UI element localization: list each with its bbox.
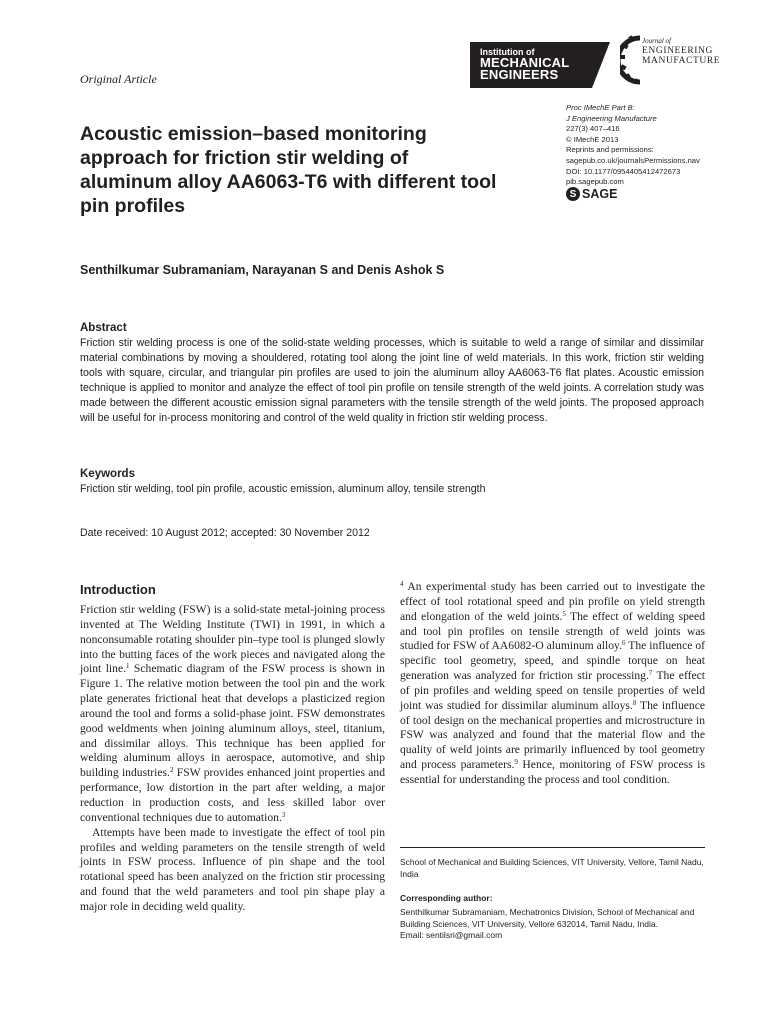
gear-icon: [620, 32, 642, 92]
sage-circle-icon: S: [566, 187, 580, 201]
imeche-logo-line1: Institution of: [480, 47, 535, 57]
author-list: Senthilkumar Subramaniam, Narayanan S and Denis Ashok S: [80, 263, 445, 277]
corresponding-author-heading: Corresponding author:: [400, 893, 493, 903]
imeche-logo-line2: MECHANICAL ENGINEERS: [480, 55, 570, 82]
footnote-divider: [400, 847, 705, 848]
meta-doi[interactable]: DOI: 10.1177/0954405412472673: [566, 166, 681, 176]
meta-journal-full: J Engineering Manufacture: [566, 113, 657, 123]
abstract-heading: Abstract: [80, 322, 127, 334]
journal-logo-line1: Journal of: [642, 37, 671, 45]
citation-ref[interactable]: 1: [125, 662, 130, 671]
keywords-text: Friction stir welding, tool pin profile, acoustic emission, aluminum alloy, tensile strength: [80, 483, 486, 495]
meta-volume: 227(3) 407–416: [566, 124, 620, 134]
citation-ref[interactable]: 9: [514, 758, 518, 767]
citation-ref[interactable]: 4: [400, 580, 404, 588]
introduction-heading: Introduction: [80, 582, 156, 597]
body-column-right: [400, 580, 705, 788]
meta-copyright: © IMechE 2013: [566, 134, 619, 144]
intro-paragraph-2: Attempts have been made to investigate the effect of tool pin profiles and welding parameters on the tensile strength of weld joints in FSW process. Influence of pin shape and the tool rotational speed has been analyzed on the friction stir processing and found that the weld parameters and tool pin shape play a major role in deciding weld quality.: [80, 825, 385, 913]
body-column-left: [80, 603, 385, 915]
intro-paragraph-2-cont: $^4$ An experimental study has been carried out to investigate the effect of tool rotational speed and pin profile on yield strength and elongation of the weld joints.$^5$ The effect of welding speed and tool pin profiles on tensile strength of weld joints was studied for FSW of AA6082-O aluminum alloy.$^6$ The influence of specific tool geometry, speed, and spindle torque on heat generation was analyzed for friction stir processing.$^7$ The effect of pin profiles and welding speed on tensile properties of weld joint was studied for dissimilar aluminum alloys.$^8$ The influence of tool design on the mechanical properties and microstructure in FSW was analyzed and found that the material flow and the quality of weld joints are primarily influenced by tool geometry and process parameters.$^9$ Hence, monitoring of FSW process is essential for understanding the process and tool condition.: [400, 580, 706, 786]
citation-ref[interactable]: 5: [562, 609, 566, 618]
citation-ref[interactable]: 7: [648, 669, 653, 678]
corresponding-author-email[interactable]: Email: sentilsri@gmail.com: [400, 930, 503, 940]
sage-logo-text: SAGE: [582, 187, 618, 201]
citation-ref[interactable]: 6: [621, 639, 626, 648]
meta-reprints: Reprints and permissions:: [566, 145, 654, 155]
date-received: Date received: 10 August 2012; accepted: 30 November 2012: [80, 527, 370, 539]
meta-site-link[interactable]: pib.sagepub.com: [566, 177, 624, 187]
citation-ref[interactable]: 2: [169, 766, 174, 775]
meta-reprints-link[interactable]: sagepub.co.uk/journalsPermissions.nav: [566, 155, 700, 165]
abstract-text: Friction stir welding process is one of the solid-state welding processes, which is suitable to weld a range of similar and dissimilar material combinations by moving a shouldered, rotating tool along the joint line of weld materials. In this work, friction stir welding tools with square, circular, and triangular pin profiles are used to join the aluminum alloy AA6063-T6 flat plates. Acoustic emission technique is applied to monitor and analyze the effect of tool pin profile on tensile strength of the weld joints. A correlation study was made between the different acoustic emission signal parameters with the tensile strength of the weld joints. The proposed approach will be useful for in-process monitoring and control of the weld quality in friction stir welding process.: [80, 337, 704, 424]
affiliation-note: School of Mechanical and Building Sciences, VIT University, Vellore, Tamil Nadu, India: [400, 857, 704, 879]
publication-meta: [566, 103, 736, 188]
keywords-heading: Keywords: [80, 468, 135, 480]
sage-logo: [566, 187, 617, 201]
article-title: Acoustic emission–based monitoring approach for friction stir welding of aluminum alloy AA6063-T6 with different tool pin profiles: [80, 123, 497, 217]
article-type-label: Original Article: [80, 72, 157, 86]
corresponding-author-details: [400, 907, 705, 942]
intro-paragraph-1: Friction stir welding (FSW) is a solid-state metal-joining process invented at The Welding Institute (TWI) in 1991, in which a nonconsumable rotating shoulder pin–type tool is plunged slowly into the butting faces of the work pieces and navigated along the joint line.$^1$ Schematic diagram of the FSW process is shown in Figure 1. The relative motion between the tool pin and the work plate generates frictional heat that develops a plasticized region around the tool and forms a solid-phase joint. FSW demonstrates good weldments when joining aluminum alloys, steel, titanium, and dissimilar alloys. This technique has been applied for welding aluminum alloys in aerospace, automotive, and ship building industries.$^2$ FSW provides enhanced joint properties and performance, low distortion in the part after welding, a major reduction in production costs, and less skilled labor over conventional techniques due to automation.$^3$: [80, 603, 386, 824]
citation-ref[interactable]: 3: [281, 810, 286, 819]
imeche-logo: [470, 42, 610, 88]
journal-logo-name: ENGINEERING MANUFACTURE: [642, 46, 721, 66]
corresponding-author-address: Senthilkumar Subramaniam, Mechatronics Division, School of Mechanical and Building Sciences, VIT University, Vellore 632014, Tamil Nadu, India.: [400, 907, 695, 929]
citation-ref[interactable]: 8: [632, 698, 637, 707]
journal-logo: [620, 32, 721, 92]
meta-journal: Proc IMechE Part B:: [566, 103, 635, 112]
